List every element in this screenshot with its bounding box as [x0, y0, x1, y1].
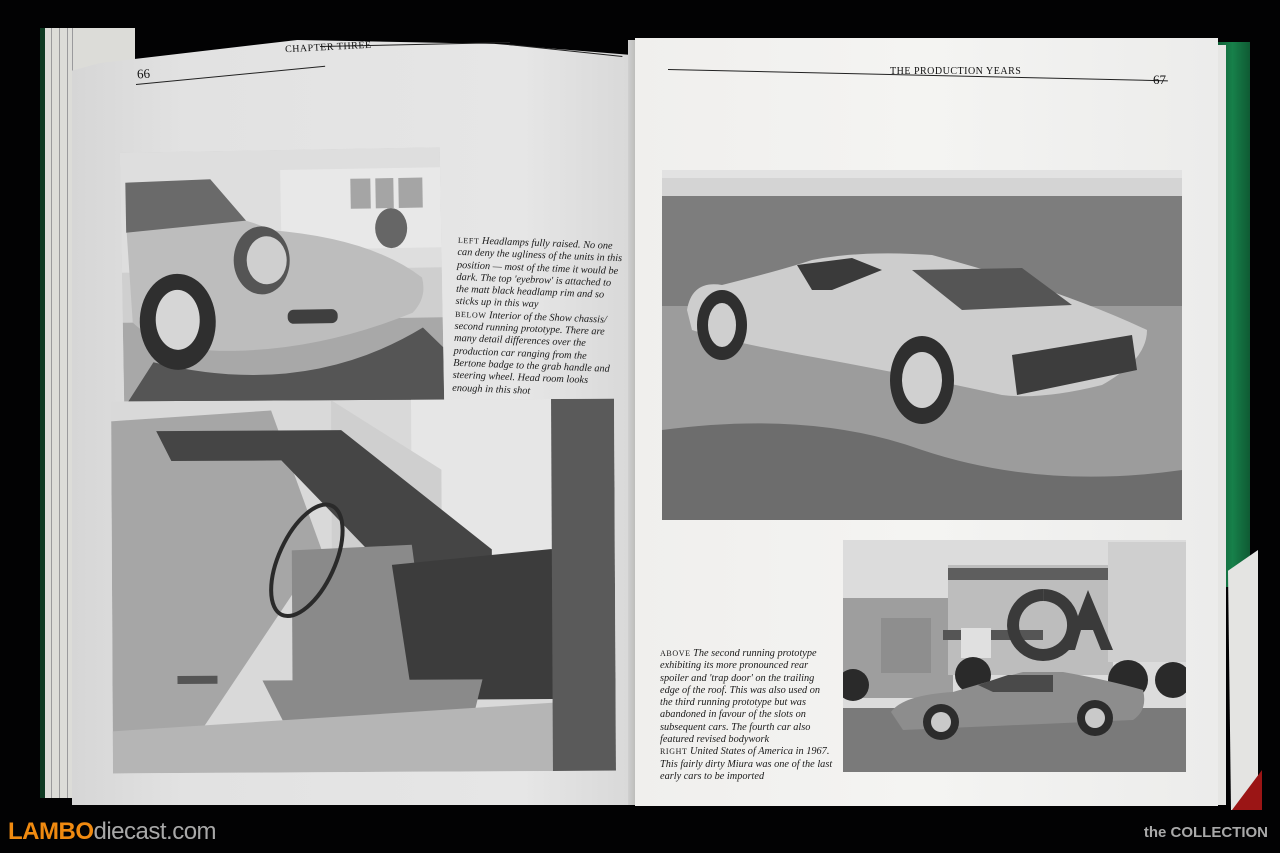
- lambodiecast-watermark: [8, 818, 216, 846]
- photo-headlamps-raised: [120, 147, 444, 408]
- right-running-head: THE PRODUCTION YEARS: [890, 66, 1022, 77]
- watermark-domain: diecast.com: [93, 818, 217, 845]
- caption-label-below: BELOW: [454, 309, 487, 320]
- caption-label-right: RIGHT: [660, 747, 688, 757]
- photo-interior-show-chassis: [111, 399, 616, 774]
- caption-text-second-prototype: The second running prototype exhibiting its more pronounced rear spoiler and 'trap door' on the trailing edge of the roof. This was also used on the third running prototype but was abandoned in favour of the slots on subsequent cars. The fourth car also featured revised bodywork: [660, 648, 821, 746]
- left-page-caption: [452, 235, 623, 401]
- left-page-number: 66: [136, 65, 151, 82]
- right-page-number: 67: [1153, 72, 1166, 87]
- collection-watermark: the COLLECTION: [1143, 824, 1268, 841]
- book-cover-right-flag-white: [1228, 550, 1258, 810]
- caption-text-interior: Interior of the Show chassis/ second running prototype. There are many detail differences over the production car ranging from the Bertone badge to the grab handle and steering wheel. Head room looks enough in this shot: [452, 309, 611, 397]
- photo-rear-three-quarter: [662, 170, 1182, 520]
- left-running-head: CHAPTER THREE: [284, 39, 372, 56]
- right-page-caption: [660, 648, 835, 783]
- caption-text-headlamps: Headlamps fully raised. No one can deny the ugliness of the units in this position — most of the time it would be dark. The top 'eyebrow' is attached to the matt black headlamp rim and so sticks up in this way: [455, 235, 623, 311]
- watermark-brand: LAMBO: [8, 818, 94, 845]
- caption-label-above: ABOVE: [660, 649, 691, 658]
- caption-text-usa-1967: United States of America in 1967. This fairly dirty Miura was one of the last early cars to be imported: [660, 746, 833, 782]
- photo-usa-trucks: [843, 540, 1186, 772]
- caption-label-left: LEFT: [457, 235, 480, 246]
